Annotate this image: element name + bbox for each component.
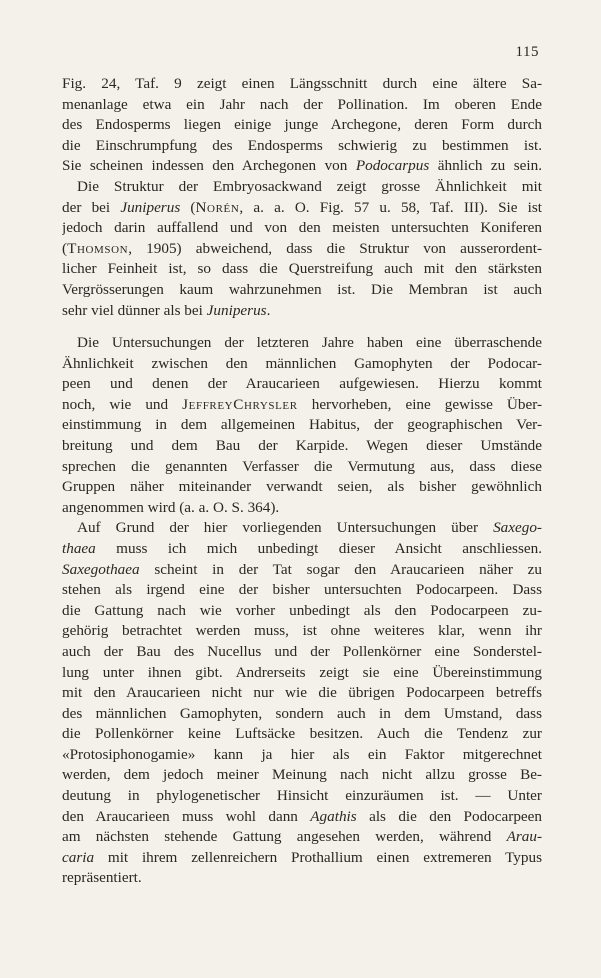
text-segment: Fig. 24, Taf. 9 zeigt einen Längsschnitt durch eine ältere Sa- bbox=[62, 75, 542, 92]
text-segment: deutung in phylogenetischer Hinsicht einzuräumen ist. — Unter bbox=[62, 787, 542, 805]
text-line bbox=[62, 136, 542, 157]
text-line bbox=[62, 301, 542, 322]
text-line bbox=[62, 115, 542, 136]
italic-term: thaea bbox=[62, 539, 96, 557]
text-segment: sprechen die genannten Verfasser die Vermutung aus, dass diese bbox=[62, 457, 542, 475]
text-line bbox=[62, 259, 542, 280]
text-segment: sehr viel dünner als bei bbox=[62, 301, 207, 319]
text-line bbox=[62, 560, 542, 581]
text-segment: der bei bbox=[62, 198, 121, 216]
text-line bbox=[62, 218, 542, 239]
text-segment: des Endosperms liegen einige junge Archegone, deren Form durch bbox=[62, 116, 542, 134]
text-line bbox=[62, 415, 542, 436]
italic-term: Saxegothaea bbox=[62, 560, 140, 578]
text-line bbox=[62, 580, 542, 601]
text-segment: lung unter ihnen gibt. Andrerseits zeigt sie eine Übereinstimmung bbox=[62, 663, 542, 681]
text-segment: als die den Podocarpeen bbox=[356, 807, 542, 825]
text-segment: die Gattung nach wie vorher unbedingt als den Podocarpeen zu- bbox=[62, 601, 542, 619]
text-line bbox=[62, 477, 542, 498]
page-number: 115 bbox=[515, 44, 539, 60]
text-line bbox=[62, 704, 542, 725]
text-segment: einstimmung in dem allgemeinen Habitus, der geographischen Ver- bbox=[62, 416, 542, 434]
text-line bbox=[62, 198, 542, 219]
text-segment: Gruppen näher miteinander verwandt seien, als bisher gewöhnlich bbox=[62, 478, 542, 496]
text-line bbox=[62, 280, 542, 301]
text-line bbox=[62, 498, 542, 519]
text-segment: licher Feinheit ist, so dass die Querstreifung auch mit den stärksten bbox=[62, 260, 542, 278]
text-line bbox=[62, 868, 542, 889]
text-line bbox=[62, 663, 542, 684]
text-segment: angenommen wird (a. a. O. S. 364). bbox=[62, 498, 280, 516]
text-segment: mit ihrem zellenreichern Prothallium einen extremeren Typus bbox=[94, 848, 542, 866]
text-line bbox=[62, 807, 542, 828]
text-segment: Die Struktur der Embryosackwand zeigt grosse Ähnlichkeit mit bbox=[77, 177, 542, 195]
paragraph-block-1 bbox=[62, 74, 542, 321]
text-segment: «Protosiphonogamie» kann ja hier als ein Faktor mitgerechnet bbox=[62, 745, 542, 763]
italic-term: Juniperus bbox=[120, 198, 181, 216]
text-line bbox=[62, 683, 542, 704]
text-segment: Vergrösserungen kaum wahrzunehmen ist. Die Membran ist auch bbox=[62, 280, 542, 298]
text-line bbox=[62, 95, 542, 116]
text-segment: am nächsten stehende Gattung angesehen werden, während bbox=[62, 828, 507, 846]
text-segment: repräsentiert. bbox=[62, 869, 142, 887]
text-segment: hervorheben, eine gewisse Über- bbox=[297, 395, 542, 413]
text-segment: gehörig betrachtet werden muss, ist ohne weiteres klar, wenn ihr bbox=[62, 622, 542, 640]
text-segment: , a. a. O. Fig. 57 u. 58, Taf. III). Sie ist bbox=[239, 198, 542, 216]
text-line bbox=[62, 745, 542, 766]
text-line bbox=[62, 765, 542, 786]
text-segment: stehen als irgend eine der bisher untersuchten Podocarpeen. Dass bbox=[62, 581, 542, 599]
text-segment: ( bbox=[62, 239, 68, 257]
text-segment: breitung und dem Bau der Karpide. Wegen dieser Umstände bbox=[62, 436, 542, 454]
text-segment: Sie scheinen indessen den Archegonen von bbox=[62, 157, 356, 175]
text-segment: werden, dem jedoch meiner Meinung nach nicht allzu grosse Be- bbox=[62, 766, 542, 784]
text-segment: des männlichen Gamophyten, sondern auch in dem Umstand, dass bbox=[62, 704, 542, 722]
text-line bbox=[62, 724, 542, 745]
text-segment: . bbox=[266, 301, 271, 319]
text-line bbox=[62, 74, 542, 95]
text-segment: , 1905) abweichend, dass die Struktur von ausserordent- bbox=[128, 239, 542, 257]
italic-term: caria bbox=[62, 848, 95, 866]
text-segment: scheint in der Tat sogar den Araucarieen näher zu bbox=[139, 560, 542, 578]
text-segment: muss ich mich unbedingt dieser Ansicht anschliessen. bbox=[95, 539, 542, 557]
author-name: Norén bbox=[195, 198, 240, 216]
text-line bbox=[62, 539, 542, 560]
text-line bbox=[62, 786, 542, 807]
text-segment: peen und denen der Araucarieen aufgewiesen. Hierzu kommt bbox=[62, 375, 542, 393]
text-segment: noch, wie bbox=[62, 395, 146, 413]
text-line bbox=[62, 827, 542, 848]
text-line bbox=[62, 395, 542, 416]
text-line bbox=[62, 848, 542, 869]
italic-term: Agathis bbox=[310, 807, 357, 825]
text-line bbox=[62, 436, 542, 457]
italic-term: Arau- bbox=[506, 828, 542, 846]
text-segment: menanlage etwa ein Jahr nach der Pollination. Im oberen Ende bbox=[62, 95, 542, 113]
text-segment: ähnlich zu sein. bbox=[429, 157, 542, 175]
text-segment: die Einschrumpfung des Endosperms schwierig zu bestimmen ist. bbox=[62, 136, 542, 154]
author-name: Thomson bbox=[67, 239, 129, 257]
paragraph-block-2 bbox=[62, 333, 542, 889]
text-line bbox=[62, 354, 542, 375]
text-segment: mit den Araucarieen nicht nur wie die übrigen Podocarpeen betreffs bbox=[62, 684, 542, 702]
text-segment: jedoch darin auffallend und von den meisten untersuchten Koniferen bbox=[62, 219, 542, 237]
italic-term: Podocarpus bbox=[355, 157, 430, 175]
text-segment: Auf Grund der hier vorliegenden Untersuchungen über bbox=[77, 519, 494, 537]
italic-term: Juniperus bbox=[206, 301, 267, 319]
text-line bbox=[62, 457, 542, 478]
text-line bbox=[62, 518, 542, 539]
text-segment: Die Untersuchungen der letzteren Jahre haben eine überraschende bbox=[77, 334, 542, 351]
text-line bbox=[62, 601, 542, 622]
text-line bbox=[62, 177, 542, 198]
author-name: Chrysler bbox=[233, 395, 298, 413]
text-segment: auch der Bau des Nucellus und der Pollenkörner eine Sonderstel- bbox=[62, 642, 542, 660]
text-line bbox=[62, 239, 542, 260]
text-line bbox=[62, 642, 542, 663]
italic-term: Saxego- bbox=[493, 519, 542, 537]
text-segment: Ähnlichkeit zwischen den männlichen Gamophyten der Podocar- bbox=[62, 354, 542, 372]
text-line bbox=[62, 333, 542, 354]
text-segment: ( bbox=[180, 198, 196, 216]
text-segment: den Araucarieen muss wohl dann bbox=[62, 807, 311, 825]
author-name: Jeffrey bbox=[182, 395, 234, 413]
text-line bbox=[62, 374, 542, 395]
text-segment: die Pollenkörner keine Luftsäcke besitzen. Auch die Tendenz zur bbox=[62, 725, 542, 743]
text-segment: und bbox=[145, 395, 183, 413]
text-line bbox=[62, 156, 542, 177]
text-line bbox=[62, 621, 542, 642]
